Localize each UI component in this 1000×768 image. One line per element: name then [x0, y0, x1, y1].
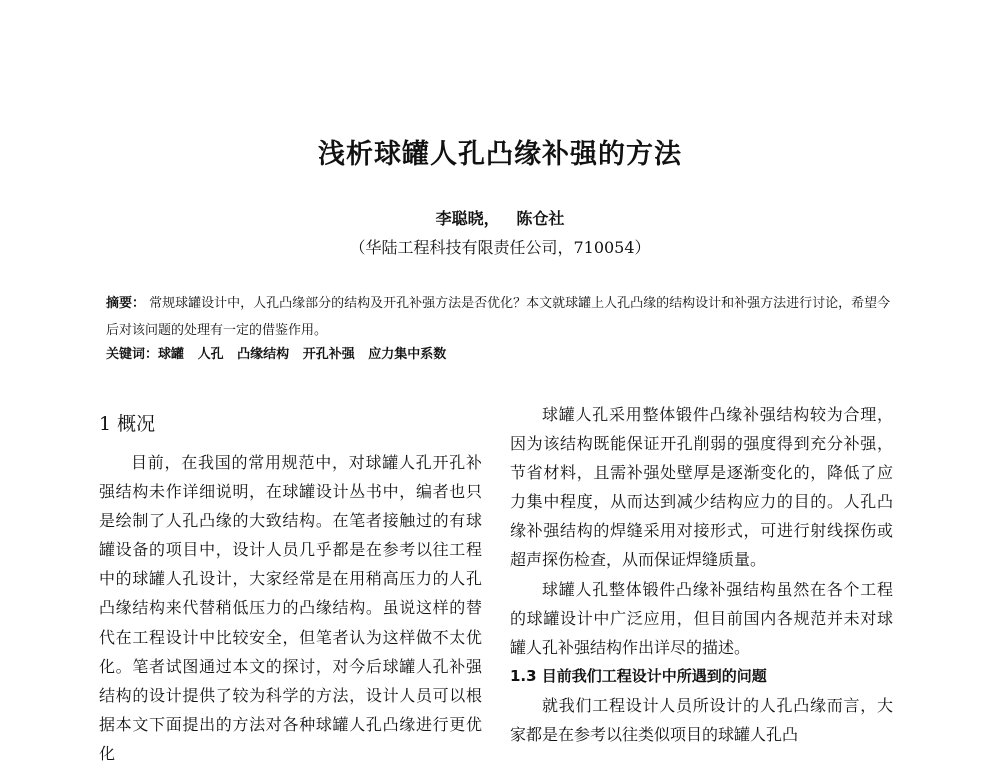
abstract	[106, 290, 891, 344]
body-paragraph: 球罐人孔整体锻件凸缘补强结构虽然在各个工程的球罐设计中广泛应用，但目前国内各规范并未对球罐人孔补强结构作出详尽的描述。	[510, 579, 893, 657]
body-paragraph: 目前，在我国的常用规范中，对球罐人孔开孔补强结构未作详细说明，在球罐设计丛书中，编者也只是绘制了人孔凸缘的大致结构。在笔者接触过的有球罐设备的项目中，设计人员几乎都是在参考以往工程中的球罐人孔设计，大家经常是在用稍高压力的人孔凸缘结构来代替稍低压力的凸缘结构。虽说这样的替代在工程设计中比较安全，但笔者认为这样做不太优化。笔者试图通过本文的探讨，对今后球罐人孔补强结构的设计提供了较为科学的方法，设计人员可以根据本文下面提出的方法对各种球罐人孔凸缘进行更优化	[99, 453, 482, 763]
section-heading-overview: 1 概况	[99, 413, 156, 435]
left-column	[99, 400, 482, 768]
body-paragraph: 球罐人孔采用整体锻件凸缘补强结构较为合理，因为该结构既能保证开孔削弱的强度得到充分补强，节省材料，且需补强处壁厚是逐渐变化的，降低了应力集中程度，从而达到减少结构应力的目的。人孔凸缘补强结构的焊缝采用对接形式，可进行射线探伤或超声探伤检查，从而保证焊缝质量。	[510, 405, 893, 570]
abstract-text: 常规球罐设计中，人孔凸缘部分的结构及开孔补强方法是否优化？本文就球罐上人孔凸缘的结构设计和补强方法进行讨论，希望今后对该问题的处理有一定的借鉴作用。	[106, 296, 891, 338]
affiliation: （华陆工程科技有限责任公司，710054）	[349, 238, 651, 257]
keywords: 关键词：球罐 人孔 凸缘结构 开孔补强 应力集中系数	[106, 347, 447, 362]
paper-title: 浅析球罐人孔凸缘补强的方法	[318, 139, 682, 170]
subsection-heading: 1.3 目前我们工程设计中所遇到的问题	[510, 666, 767, 685]
abstract-label: 摘要：	[106, 296, 146, 311]
body-paragraph: 就我们工程设计人员所设计的人孔凸缘而言，大家都是在参考以往类似项目的球罐人孔凸	[510, 695, 893, 745]
authors: 李聪晓， 陈仓社	[435, 209, 565, 228]
right-column	[510, 400, 893, 749]
